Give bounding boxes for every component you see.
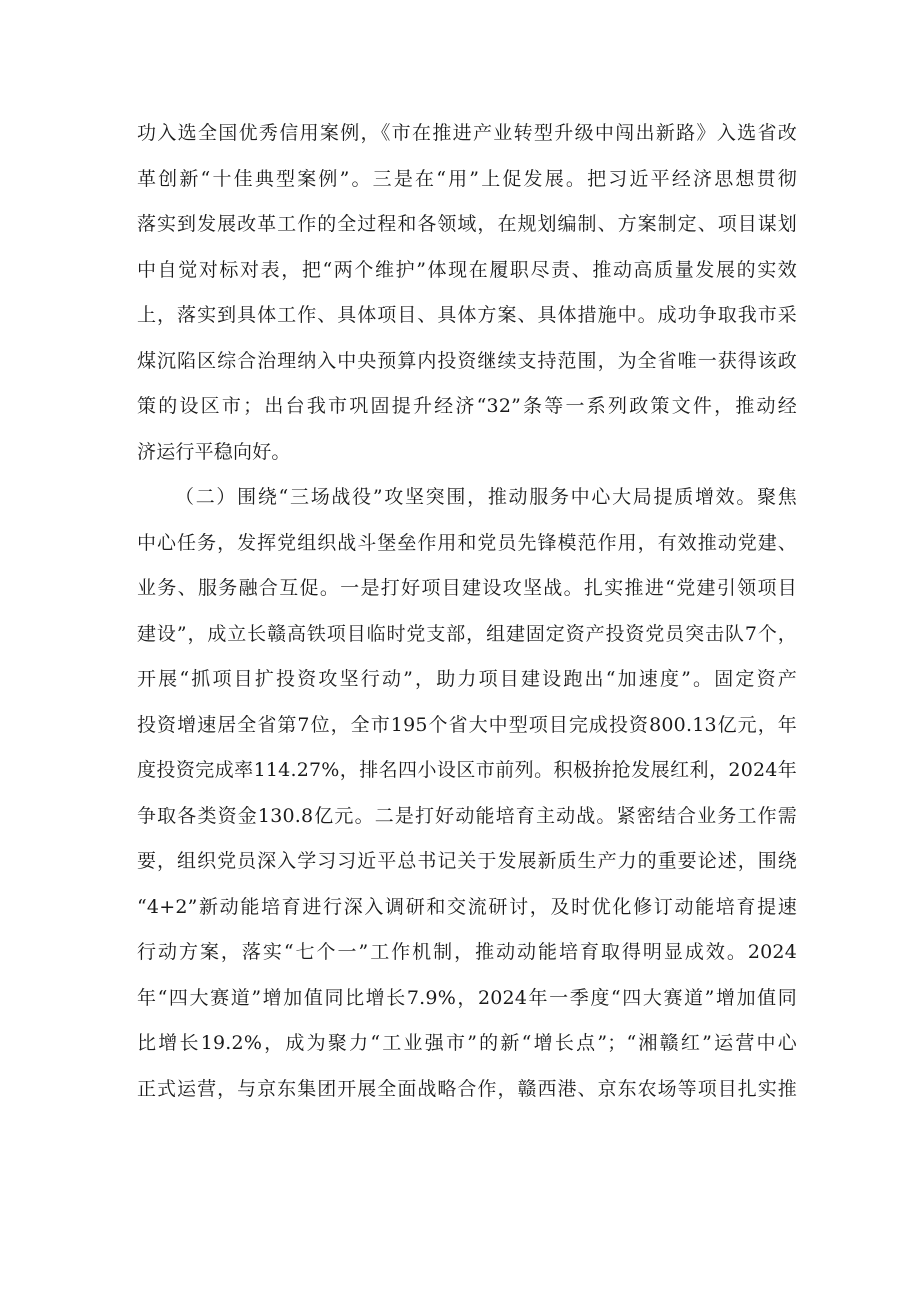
text-line: 煤沉陷区综合治理纳入中央预算内投资继续支持范围，为全省唯一获得该政 — [137, 349, 797, 372]
paragraph-2 — [137, 475, 797, 1112]
text-line: 中自觉对标对表，把“两个维护”体现在履职尽责、推动高质量发展的实效 — [137, 258, 797, 281]
text-line: 济运行平稳向好。 — [137, 440, 291, 463]
text-line: 正式运营，与京东集团开展全面战略合作，赣西港、京东农场等项目扎实推 — [137, 1077, 797, 1100]
text-line: 投资增速居全省第7位，全市195个省大中型项目完成投资800.13亿元，年 — [137, 713, 797, 736]
text-line: 开展“抓项目扩投资攻坚行动”，助力项目建设跑出“加速度”。固定资产 — [137, 668, 797, 690]
text-line: 度投资完成率114.27%，排名四小设区市前列。积极拚抢发展红利，2024年 — [137, 759, 797, 781]
text-line: 功入选全国优秀信用案例，《市在推进产业转型升级中闯出新路》入选省改 — [137, 122, 797, 144]
text-line: 年“四大赛道”增加值同比增长7.9%，2024年一季度“四大赛道”增加值同 — [137, 986, 797, 1009]
text-line: 上，落实到具体工作、具体项目、具体方案、具体措施中。成功争取我市采 — [137, 304, 797, 326]
text-line: 行动方案，落实“七个一”工作机制，推动动能培育取得明显成效。2024 — [137, 941, 797, 963]
text-line: 落实到发展改革工作的全过程和各领域，在规划编制、方案制定、项目谋划 — [137, 213, 797, 235]
text-line: “4+2”新动能培育进行深入调研和交流研讨，及时优化修订动能培育提速 — [137, 895, 797, 918]
text-line: 业务、服务融合互促。一是打好项目建设攻坚战。扎实推进“党建引领项目 — [137, 577, 797, 599]
text-line: 建设”，成立长赣高铁项目临时党支部，组建固定资产投资党员突击队7个， — [137, 622, 797, 645]
document-page — [137, 111, 797, 1112]
paragraph-1 — [137, 111, 797, 475]
text-line: 策的设区市；出台我市巩固提升经济“32”条等一系列政策文件，推动经 — [137, 395, 797, 417]
text-line: 革创新“十佳典型案例”。三是在“用”上促发展。把习近平经济思想贯彻 — [137, 167, 797, 190]
text-line: 中心任务，发挥党组织战斗堡垒作用和党员先锋模范作用，有效推动党建、 — [137, 531, 797, 554]
text-line: （二）围绕“三场战役”攻坚突围，推动服务中心大局提质增效。聚焦 — [175, 486, 797, 508]
text-line: 争取各类资金130.8亿元。二是打好动能培育主动战。紧密结合业务工作需 — [137, 804, 797, 827]
text-line: 要，组织党员深入学习习近平总书记关于发展新质生产力的重要论述，围绕 — [137, 850, 797, 872]
text-line: 比增长19.2%，成为聚力“工业强市”的新“增长点”；“湘赣红”运营中心 — [137, 1032, 797, 1054]
